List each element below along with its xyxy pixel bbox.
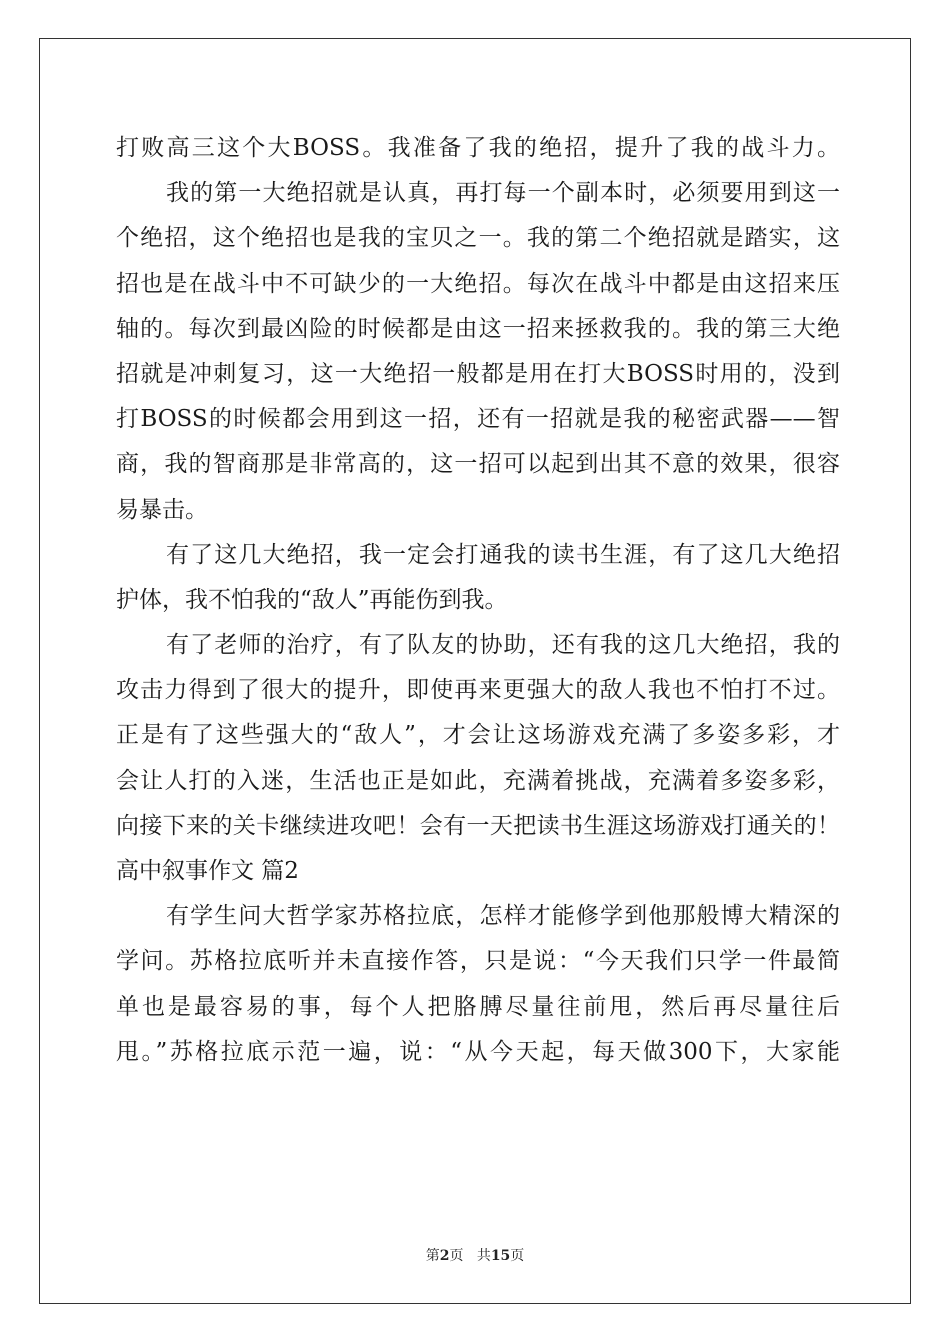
text-line: 攻击力得到了很大的提升，即使再来更强大的敌人我也不怕打不过。 <box>116 677 840 704</box>
text-line: 商，我的智商那是非常高的，这一招可以起到出其不意的效果，很容 <box>116 451 840 478</box>
text-line: 有学生问大哲学家苏格拉底，怎样才能修学到他那般博大精深的 <box>166 903 840 930</box>
text-line: 我的第一大绝招就是认真，再打每一个副本时，必须要用到这一 <box>166 180 840 207</box>
text-line: 轴的。每次到最凶险的时候都是由这一招来拯救我的。我的第三大绝 <box>116 315 840 342</box>
text-line: 向接下来的关卡继续进攻吧！会有一天把读书生涯这场游戏打通关的！ <box>116 812 840 839</box>
text-line: 有了这几大绝招，我一定会打通我的读书生涯，有了这几大绝招 <box>166 541 840 568</box>
text-line: 招就是冲刺复习，这一大绝招一般都是用在打大BOSS时用的，没到 <box>116 360 840 387</box>
footer-total-pages: 15 <box>490 1248 511 1264</box>
text-line: 易暴击。 <box>116 496 208 523</box>
text-line: 学问。苏格拉底听并未直接作答，只是说：“今天我们只学一件最简 <box>116 948 840 975</box>
text-line: 会让人打的入迷，生活也正是如此，充满着挑战，充满着多姿多彩， <box>116 767 840 794</box>
text-line: 正是有了这些强大的“敌人”，才会让这场游戏充满了多姿多彩，才 <box>116 722 840 749</box>
footer-total-prefix: 共 <box>476 1248 491 1264</box>
text-line: 护体，我不怕我的“敌人”再能伤到我。 <box>116 586 508 613</box>
text-line: 甩。”苏格拉底示范一遍，说：“从今天起，每天做300下，大家能 <box>116 1038 840 1065</box>
footer-total-suffix: 页 <box>510 1248 525 1264</box>
text-line: 单也是最容易的事，每个人把胳膊尽量往前甩，然后再尽量往后 <box>116 993 840 1020</box>
document-body <box>116 126 840 1075</box>
footer-page-number: 2 <box>439 1248 450 1264</box>
text-line: 招也是在战斗中不可缺少的一大绝招。每次在战斗中都是由这招来压 <box>116 270 840 297</box>
footer-prefix: 第 <box>425 1248 440 1264</box>
page-footer <box>0 1245 950 1265</box>
footer-page-suffix: 页 <box>449 1248 464 1264</box>
text-line: 个绝招，这个绝招也是我的宝贝之一。我的第二个绝招就是踏实，这 <box>116 225 840 252</box>
text-line: 打BOSS的时候都会用到这一招，还有一招就是我的秘密武器——智 <box>116 406 840 433</box>
text-line: 打败高三这个大BOSS。我准备了我的绝招，提升了我的战斗力。 <box>116 135 840 161</box>
section-heading: 高中叙事作文 篇2 <box>116 858 299 884</box>
text-line: 有了老师的治疗，有了队友的协助，还有我的这几大绝招，我的 <box>166 632 840 659</box>
